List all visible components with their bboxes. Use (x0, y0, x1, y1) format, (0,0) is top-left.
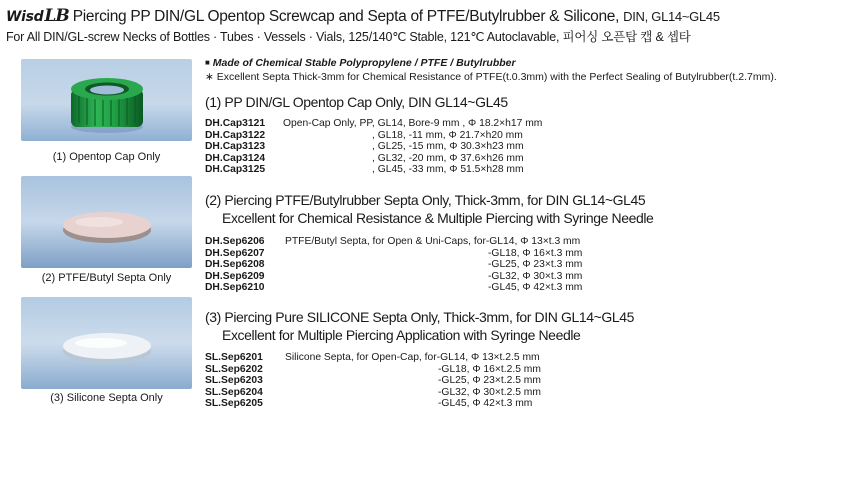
caption-ptfe-septa: (2) PTFE/Butyl Septa Only (41, 272, 172, 284)
section-1-heading: (1) PP DIN/GL Opentop Cap Only, DIN GL14~GL45 (205, 94, 508, 110)
section-1-table (205, 118, 625, 176)
caption-opentop-cap: (1) Opentop Cap Only (52, 151, 161, 163)
table-row: SL.Sep6204 -GL32, Φ 30×t.2.5 mm (205, 386, 541, 398)
table-row: SL.Sep6202 -GL18, Φ 16×t.2.5 mm (205, 363, 541, 375)
septa-note: ∗ Excellent Septa Thick-3mm for Chemical Resistance of PTFE(t.0.3mm) with the Perfect Sealing of Butylrubber(t.2.7mm). (205, 71, 777, 83)
table-row: SL.Sep6201 Silicone Septa, for Open-Cap, for-GL14, Φ 13×t.2.5 mm (205, 352, 540, 363)
title-main: Piercing PP DIN/GL Opentop Screwcap and Septa of PTFE/Butylrubber & Silicone, (72, 8, 620, 25)
material-note: ■ Made of Chemical Stable Polypropylene / PTFE / Butylrubber (205, 57, 516, 69)
brand-logo: LB (44, 6, 69, 26)
silicone-septum-disc (21, 297, 192, 389)
section-3-table (205, 352, 625, 410)
table-row: DH.Sep6209 -GL32, Φ 30×t.3 mm (205, 270, 583, 282)
ptfe-septa-photo (21, 176, 192, 268)
table-row: SL.Sep6205 -GL45, Φ 42×t.3 mm (205, 398, 533, 409)
page-title (6, 6, 720, 26)
brand-name: Wisd (6, 9, 44, 25)
ptfe-septum-disc (21, 176, 192, 268)
section-2-heading: (2) Piercing PTFE/Butylrubber Septa Only, Thick-3mm, for DIN GL14~GL45 (205, 192, 646, 208)
section-3-heading: (3) Piercing Pure SILICONE Septa Only, Thick-3mm, for DIN GL14~GL45 (205, 309, 635, 325)
opentop-cap-photo (21, 59, 192, 141)
title-din-range: DIN, GL14~GL45 (623, 9, 720, 24)
table-row: DH.Cap3123 , GL25, -15 mm, Φ 30.3×h23 mm (205, 141, 524, 152)
table-row: DH.Sep6207 -GL18, Φ 16×t.3 mm (205, 247, 583, 259)
silicone-septa-photo (21, 297, 192, 389)
page-subtitle: For All DIN/GL-screw Necks of Bottles · Tubes · Vessels · Vials, 125/140℃ Stable, 121℃ Autoclavable, 피어싱 오픈탑 캡 & 셉타 (6, 30, 691, 44)
square-bullet: ■ (205, 58, 210, 67)
table-row: DH.Sep6206 PTFE/Butyl Septa, for Open & Uni-Caps, for-GL14, Φ 13×t.3 mm (205, 236, 581, 247)
caption-silicone-septa: (3) Silicone Septa Only (50, 392, 163, 404)
table-row: SL.Sep6203 -GL25, Φ 23×t.2.5 mm (205, 375, 541, 386)
section-2-subheading: Excellent for Chemical Resistance & Multiple Piercing with Syringe Needle (222, 210, 654, 226)
table-row: DH.Cap3121 Open-Cap Only, PP, GL14, Bore-9 mm , Φ 18.2×h17 mm (205, 118, 543, 129)
green-cap-illustration (21, 59, 192, 141)
section-3-subheading: Excellent for Multiple Piercing Application with Syringe Needle (222, 327, 581, 343)
table-row: DH.Cap3124 , GL32, -20 mm, Φ 37.6×h26 mm (205, 152, 524, 164)
table-row: DH.Sep6210 -GL45, Φ 42×t.3 mm (205, 282, 583, 293)
table-row: DH.Sep6208 -GL25, Φ 23×t.3 mm (205, 259, 583, 270)
table-row: DH.Cap3122 , GL18, -11 mm, Φ 21.7×h20 mm (205, 129, 523, 141)
asterisk-bullet: ∗ (205, 71, 214, 83)
section-2-table (205, 236, 625, 294)
table-row: DH.Cap3125 , GL45, -33 mm, Φ 51.5×h28 mm (205, 164, 524, 175)
